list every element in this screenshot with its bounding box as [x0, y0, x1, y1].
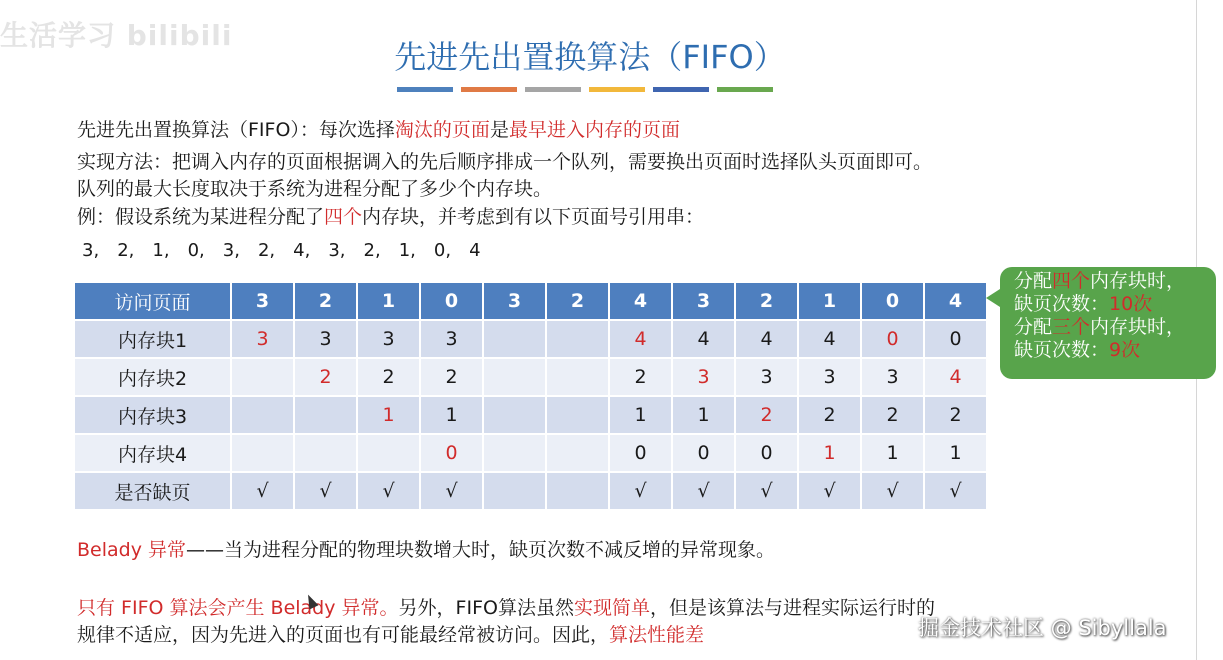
- table-cell: √: [358, 473, 421, 511]
- reference-item: 3,: [222, 240, 240, 261]
- belady-line: [77, 538, 775, 562]
- table-row: [75, 359, 988, 397]
- table-cell: 1: [673, 397, 736, 435]
- table-cell: 3: [862, 359, 925, 397]
- conclusion-text-2: ，但是该算法与进程实际运行时的: [649, 597, 935, 619]
- table-cell: 1: [421, 397, 484, 435]
- belady-highlight: Belady 异常: [77, 539, 186, 561]
- bilibili-watermark: 生活学习 bilibili: [0, 19, 233, 52]
- example-suffix: 内存块，并考虑到有以下页面号引用串：: [362, 206, 705, 228]
- table-cell: √: [421, 473, 484, 511]
- definition-highlight-1: 淘汰的页面: [394, 119, 490, 141]
- callout-text: 缺页次数：: [1014, 293, 1110, 315]
- reference-item: 4: [469, 240, 481, 261]
- table-cell: √: [673, 473, 736, 511]
- header-page-cell: 3: [673, 283, 736, 321]
- callout-text: 缺页次数：: [1014, 339, 1110, 361]
- table-cell: 3: [799, 359, 862, 397]
- table-cell: [232, 435, 295, 473]
- reference-item: 4,: [293, 240, 311, 261]
- queue-note-line: 队列的最大长度取决于系统为进程分配了多少个内存块。: [77, 178, 553, 200]
- reference-item: 2,: [117, 240, 135, 261]
- table-cell: 0: [862, 321, 925, 359]
- table-cell: 3: [232, 321, 295, 359]
- table-cell: [547, 435, 610, 473]
- header-label: 访问页面: [75, 283, 232, 321]
- conclusion-line2-highlight: 算法性能差: [609, 624, 705, 646]
- table-cell: 0: [421, 435, 484, 473]
- table-cell: [358, 435, 421, 473]
- callout-line-1: [1014, 270, 1216, 293]
- table-cell: 3: [358, 321, 421, 359]
- table-cell: √: [232, 473, 295, 511]
- header-page-cell: 0: [862, 283, 925, 321]
- table-cell: √: [295, 473, 358, 511]
- table-cell: 1: [610, 397, 673, 435]
- callout-highlight: 10次: [1109, 293, 1153, 315]
- table-cell: 1: [862, 435, 925, 473]
- table-cell: 2: [736, 397, 799, 435]
- table-cell: 0: [736, 435, 799, 473]
- belady-text: ——当为进程分配的物理块数增大时，缺页次数不减反增的异常现象。: [186, 539, 776, 561]
- table-cell: 3: [295, 321, 358, 359]
- table-cell: [484, 473, 547, 511]
- table-cell: 3: [421, 321, 484, 359]
- table-cell: √: [610, 473, 673, 511]
- row-label: 内存块4: [75, 435, 232, 473]
- header-page-cell: 1: [799, 283, 862, 321]
- callout-text: 分配: [1014, 270, 1053, 292]
- table-cell: 0: [925, 321, 988, 359]
- table-cell: [484, 397, 547, 435]
- reference-item: 3,: [82, 240, 100, 261]
- header-page-cell: 4: [925, 283, 988, 321]
- table-cell: 2: [610, 359, 673, 397]
- table-cell: 2: [862, 397, 925, 435]
- title-bar-segment: [717, 87, 773, 92]
- reference-item: 1,: [152, 240, 170, 261]
- table-cell: 3: [673, 359, 736, 397]
- table-cell: 2: [925, 397, 988, 435]
- table-cell: 2: [358, 359, 421, 397]
- fifo-table: [75, 283, 988, 511]
- table-cell: [232, 397, 295, 435]
- definition-line: [77, 118, 680, 142]
- implementation-line: 实现方法：把调入内存的页面根据调入的先后顺序排成一个队列，需要换出页面时选择队头页面即可。: [77, 151, 933, 173]
- table-row: [75, 435, 988, 473]
- table-cell: 2: [421, 359, 484, 397]
- title-bar-segment: [653, 87, 709, 92]
- header-page-cell: 2: [547, 283, 610, 321]
- table-cell: [547, 397, 610, 435]
- table-cell: [484, 359, 547, 397]
- table-cell: 2: [799, 397, 862, 435]
- header-page-cell: 2: [736, 283, 799, 321]
- reference-item: 0,: [187, 240, 205, 261]
- row-label: 内存块3: [75, 397, 232, 435]
- table-cell: √: [862, 473, 925, 511]
- reference-string: [82, 240, 499, 261]
- table-cell: 4: [736, 321, 799, 359]
- table-cell: 3: [736, 359, 799, 397]
- reference-item: 2,: [363, 240, 381, 261]
- table-cell: 1: [358, 397, 421, 435]
- table-cell: [232, 359, 295, 397]
- table-cell: 1: [799, 435, 862, 473]
- title-bar-segment: [525, 87, 581, 92]
- header-page-cell: 3: [232, 283, 295, 321]
- callout-highlight: 9次: [1109, 339, 1141, 361]
- title-color-bars: [397, 87, 773, 92]
- page-fault-callout: [1000, 267, 1216, 379]
- example-highlight: 四个: [324, 206, 363, 228]
- table-cell: √: [925, 473, 988, 511]
- definition-mid: 是: [489, 119, 509, 141]
- table-cell: [484, 435, 547, 473]
- reference-item: 3,: [328, 240, 346, 261]
- header-page-cell: 3: [484, 283, 547, 321]
- row-label: 内存块1: [75, 321, 232, 359]
- table-cell: 4: [925, 359, 988, 397]
- conclusion-highlight-2: 实现简单: [573, 597, 650, 619]
- row-label: 内存块2: [75, 359, 232, 397]
- title-bar-segment: [397, 87, 453, 92]
- table-row: [75, 397, 988, 435]
- reference-item: 1,: [398, 240, 416, 261]
- table-cell: 4: [610, 321, 673, 359]
- table-cell: √: [736, 473, 799, 511]
- conclusion-line-1: [77, 596, 935, 620]
- callout-line-4: [1014, 339, 1216, 362]
- callout-text: 内存块时，: [1090, 316, 1186, 338]
- table-cell: 1: [925, 435, 988, 473]
- table-cell: 4: [673, 321, 736, 359]
- callout-line-3: [1014, 316, 1216, 339]
- title-bar-segment: [461, 87, 517, 92]
- header-page-cell: 1: [358, 283, 421, 321]
- callout-highlight: 三个: [1052, 316, 1091, 338]
- reference-item: 2,: [257, 240, 276, 261]
- table-cell: [547, 359, 610, 397]
- callout-highlight: 四个: [1052, 270, 1091, 292]
- row-label: 是否缺页: [75, 473, 232, 511]
- table-cell: 4: [799, 321, 862, 359]
- table-cell: [295, 435, 358, 473]
- example-prefix: 例：假设系统为某进程分配了: [77, 206, 325, 228]
- table-cell: [547, 473, 610, 511]
- table-cell: [484, 321, 547, 359]
- table-cell: 0: [673, 435, 736, 473]
- conclusion-line2-text: 规律不适应，因为先进入的页面也有可能最经常被访问。因此，: [77, 624, 610, 646]
- table-cell: [547, 321, 610, 359]
- definition-highlight-2: 最早进入内存的页面: [508, 119, 680, 141]
- table-cell: [295, 397, 358, 435]
- title-bar-segment: [589, 87, 645, 92]
- conclusion-line-2: [77, 623, 704, 647]
- table-cell: 2: [295, 359, 358, 397]
- callout-text: 内存块时，: [1090, 270, 1186, 292]
- callout-line-2: [1014, 293, 1216, 316]
- definition-prefix: 先进先出置换算法（FIFO）：每次选择: [77, 119, 395, 141]
- example-line: [77, 205, 704, 229]
- table-header-row: [75, 283, 988, 321]
- juejin-watermark: 掘金技术社区 @ Sibyllala: [918, 616, 1167, 640]
- table-row: [75, 321, 988, 359]
- table-cell: 0: [610, 435, 673, 473]
- table-row: [75, 473, 988, 511]
- slide-title: 先进先出置换算法（FIFO）: [394, 38, 786, 76]
- callout-text: 分配: [1014, 316, 1053, 338]
- reference-item: 0,: [433, 240, 452, 261]
- header-page-cell: 2: [295, 283, 358, 321]
- conclusion-highlight-1: 只有 FIFO 算法会产生 Belady 异常。: [77, 597, 399, 619]
- conclusion-text-1: 另外，FIFO算法虽然: [398, 597, 574, 619]
- header-page-cell: 4: [610, 283, 673, 321]
- table-cell: √: [799, 473, 862, 511]
- header-page-cell: 0: [421, 283, 484, 321]
